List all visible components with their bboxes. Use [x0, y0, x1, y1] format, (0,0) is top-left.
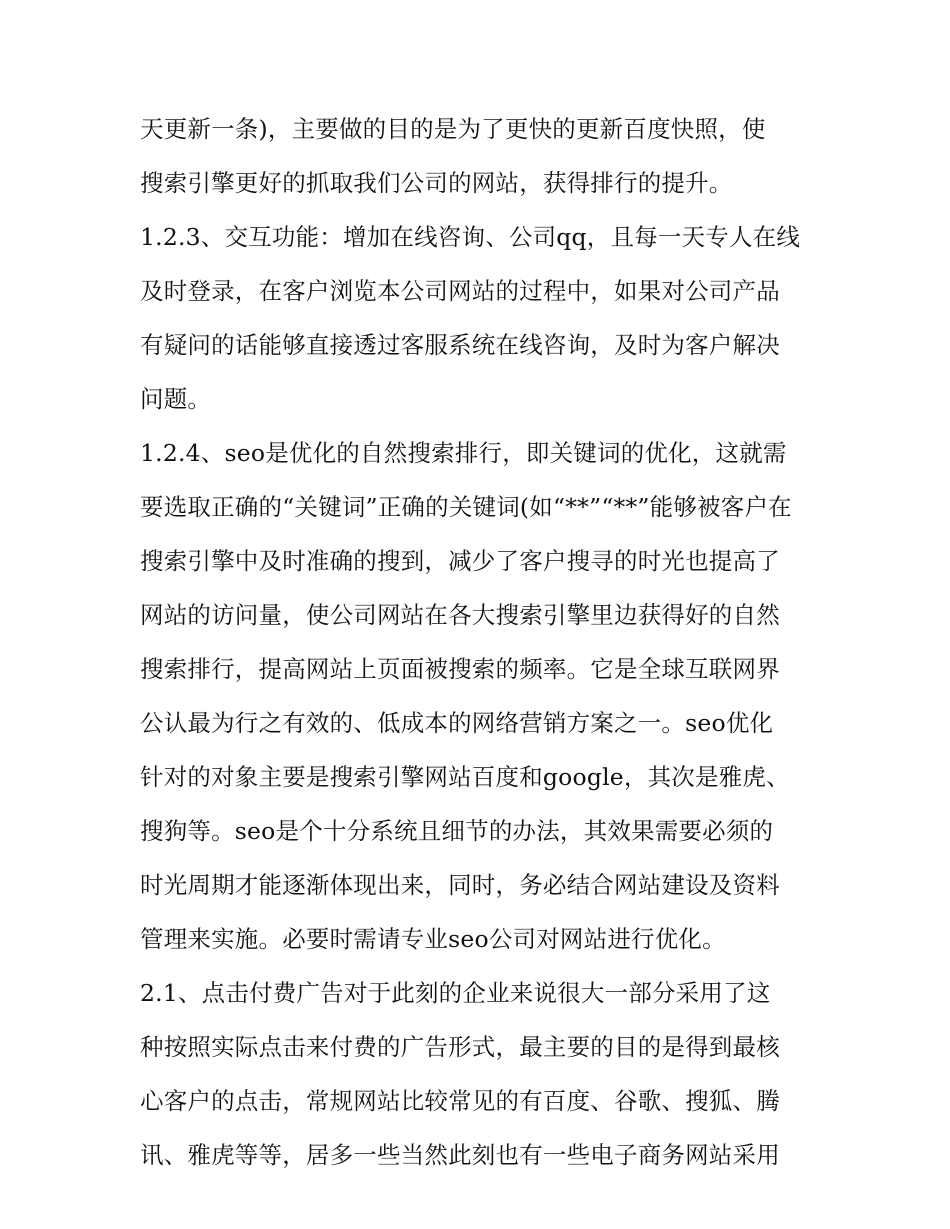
text-line: 及时登录，在客户浏览本公司网站的过程中，如果对公司产品: [140, 277, 780, 305]
text-line: 搜狗等。seo是个十分系统且细节的办法，其效果需要必须的: [140, 817, 774, 845]
text-line: 天更新一条)，主要做的目的是为了更快的更新百度快照，使: [140, 115, 766, 143]
text-line: 种按照实际点击来付费的广告形式，最主要的目的是得到最核: [140, 1033, 780, 1061]
text-line: 讯、雅虎等等，居多一些当然此刻也有一些电子商务网站采用: [140, 1141, 780, 1169]
text-line: 心客户的点击，常规网站比较常见的有百度、谷歌、搜狐、腾: [140, 1087, 780, 1115]
text-line: 公认最为行之有效的、低成本的网络营销方案之一。seo优化: [140, 709, 774, 737]
text-line: 2.1、点击付费广告对于此刻的企业来说很大一部分采用了这: [140, 979, 771, 1007]
text-line: 问题。: [140, 385, 212, 413]
text-line: 1.2.4、seo是优化的自然搜索排行，即关键词的优化，这就需: [140, 439, 787, 467]
text-line: 有疑问的话能够直接透过客服系统在线咨询，及时为客户解决: [140, 331, 780, 359]
text-line: 1.2.3、交互功能：增加在线咨询、公司qq，且每一天专人在线: [140, 223, 801, 251]
text-line: 网站的访问量，使公司网站在各大搜索引擎里边获得好的自然: [140, 601, 780, 629]
text-line: 搜索排行，提高网站上页面被搜索的频率。它是全球互联网界: [140, 655, 780, 683]
text-line: 时光周期才能逐渐体现出来，同时，务必结合网站建设及资料: [140, 871, 780, 899]
text-line: 管理来实施。必要时需请专业seo公司对网站进行优化。: [140, 925, 726, 953]
text-line: 要选取正确的“关键词”正确的关键词(如“**”“**”能够被客户在: [140, 493, 792, 521]
text-line: 搜索引擎中及时准确的搜到，减少了客户搜寻的时光也提高了: [140, 547, 780, 575]
text-line: 针对的对象主要是搜索引擎网站百度和google，其次是雅虎、: [140, 763, 790, 791]
text-line: 搜索引擎更好的抓取我们公司的网站，获得排行的提升。: [140, 169, 733, 197]
